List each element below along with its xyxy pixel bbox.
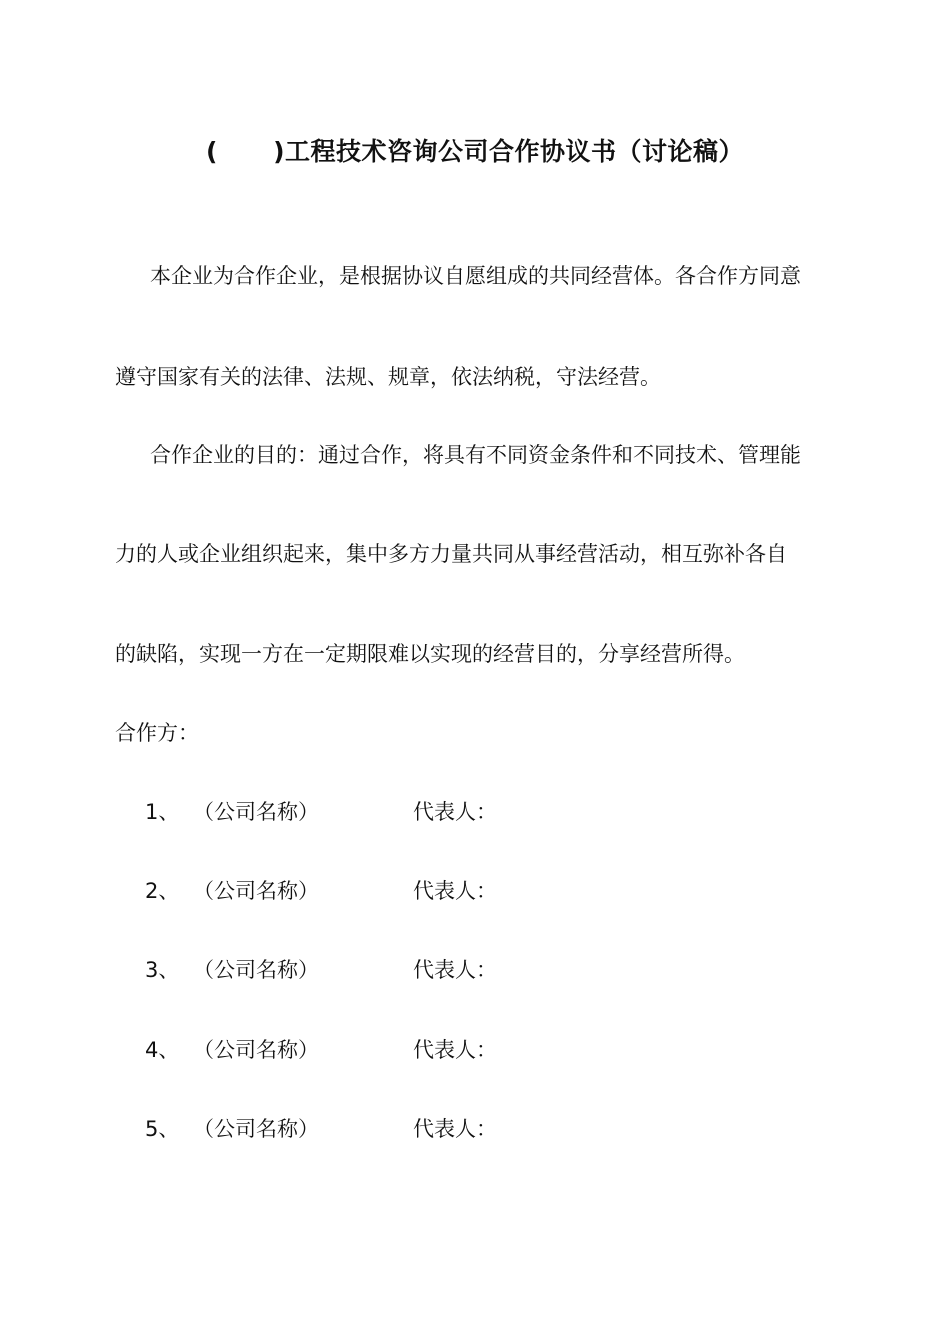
- paragraph-1-line-2: 遵守国家有关的法律、法规、规章，依法纳税，守法经营。: [115, 365, 661, 389]
- party-company-name: （公司名称）: [193, 1117, 319, 1141]
- parties-heading: 合作方：: [115, 721, 199, 745]
- party-row: [145, 876, 497, 906]
- party-company-name: （公司名称）: [193, 958, 319, 982]
- party-row: [145, 1035, 497, 1065]
- party-company-name: （公司名称）: [193, 1038, 319, 1062]
- party-company-name: （公司名称）: [193, 800, 319, 824]
- party-representative-label: 代表人：: [413, 958, 497, 982]
- document-title: ( )工程技术咨询公司合作协议书（讨论稿）: [205, 137, 745, 166]
- paragraph-2-line-3: 的缺陷，实现一方在一定期限难以实现的经营目的，分享经营所得。: [115, 642, 745, 666]
- paragraph-1-line-1: 本企业为合作企业，是根据协议自愿组成的共同经营体。各合作方同意: [150, 264, 801, 288]
- party-row: [145, 1114, 497, 1144]
- party-representative-label: 代表人：: [413, 1117, 497, 1141]
- party-representative-label: 代表人：: [413, 1038, 497, 1062]
- party-number: 5、: [145, 1117, 180, 1141]
- party-number: 3、: [145, 958, 180, 982]
- paragraph-2-line-2: 力的人或企业组织起来，集中多方力量共同从事经营活动，相互弥补各自: [115, 542, 787, 566]
- party-representative-label: 代表人：: [413, 800, 497, 824]
- party-number: 1、: [145, 800, 180, 824]
- party-row: [145, 955, 497, 985]
- party-number: 2、: [145, 879, 180, 903]
- party-number: 4、: [145, 1038, 180, 1062]
- party-representative-label: 代表人：: [413, 879, 497, 903]
- paragraph-2-line-1: 合作企业的目的：通过合作，将具有不同资金条件和不同技术、管理能: [150, 443, 801, 467]
- party-row: [145, 797, 497, 827]
- party-company-name: （公司名称）: [193, 879, 319, 903]
